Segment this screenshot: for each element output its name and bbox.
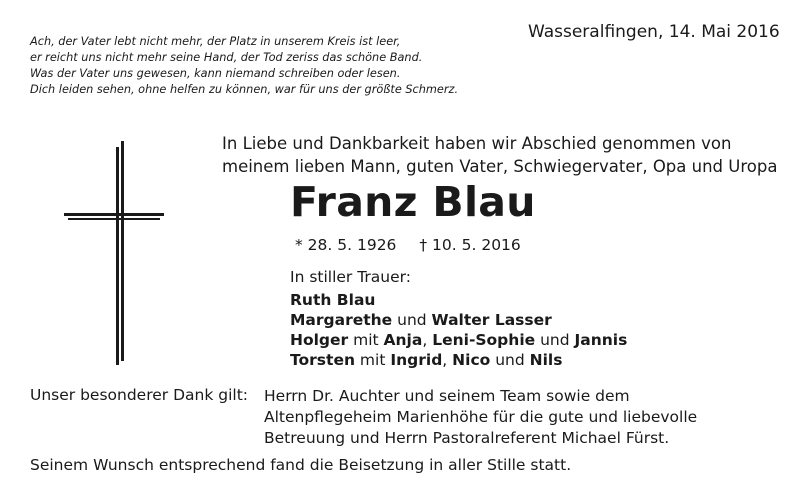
poem: [30, 34, 458, 98]
life-dates: [295, 236, 539, 254]
connector: und: [392, 311, 432, 329]
mourner-name: Jannis: [574, 331, 628, 349]
cross-icon: [64, 141, 164, 369]
connector: mit: [348, 331, 384, 349]
poem-line: er reicht uns nicht mehr seine Hand, der Tod zeriss das schöne Band.: [30, 51, 423, 64]
mourner-name: Ingrid: [390, 351, 443, 369]
mourner-name: Torsten: [290, 351, 355, 369]
mourner-name: Ruth Blau: [290, 291, 376, 309]
thanks-line: Altenpflegeheim Marienhöhe für die gute und liebevolle: [264, 408, 698, 426]
intro-line: meinem lieben Mann, guten Vater, Schwiegervater, Opa und Uropa: [222, 157, 778, 176]
mourner-name: Nico: [452, 351, 491, 369]
mourner-row: [290, 310, 627, 330]
mourner-name: Holger: [290, 331, 349, 349]
mourner-name: Anja: [383, 331, 423, 349]
mourner-row: [290, 330, 627, 350]
connector: mit: [355, 351, 391, 369]
poem-line: Ach, der Vater lebt nicht mehr, der Platz in unserem Kreis ist leer,: [30, 35, 401, 48]
poem-line: Dich leiden sehen, ohne helfen zu können, war für uns der größte Schmerz.: [30, 83, 459, 96]
closing-note: Seinem Wunsch entsprechend fand die Beisetzung in aller Stille statt.: [30, 456, 572, 474]
mourner-row: [290, 290, 627, 310]
mourner-name: Walter Lasser: [431, 311, 552, 329]
thanks-label: Unser besonderer Dank gilt:: [30, 386, 248, 404]
mourners-label: In stiller Trauer:: [290, 268, 411, 286]
mourner-row: [290, 350, 627, 370]
place-date: Wasseralfingen, 14. Mai 2016: [528, 22, 780, 42]
thanks-text: [264, 386, 697, 449]
intro-text: [222, 132, 777, 178]
mourner-name: Nils: [529, 351, 563, 369]
deceased-name: Franz Blau: [290, 178, 536, 226]
mourner-name: Margarethe: [290, 311, 393, 329]
connector: und: [490, 351, 530, 369]
intro-line: In Liebe und Dankbarkeit haben wir Abschied genommen von: [222, 134, 732, 153]
thanks-line: Herrn Dr. Auchter und seinem Team sowie dem: [264, 387, 630, 405]
mourners-list: [290, 290, 627, 370]
connector: ,: [422, 331, 433, 349]
thanks-line: Betreuung und Herrn Pastoralreferent Michael Fürst.: [264, 429, 670, 447]
death-date: † 10. 5. 2016: [419, 236, 521, 254]
connector: und: [535, 331, 575, 349]
connector: ,: [442, 351, 453, 369]
poem-line: Was der Vater uns gewesen, kann niemand schreiben oder lesen.: [30, 67, 401, 80]
mourner-name: Leni-Sophie: [432, 331, 536, 349]
birth-date: * 28. 5. 1926: [295, 236, 397, 254]
